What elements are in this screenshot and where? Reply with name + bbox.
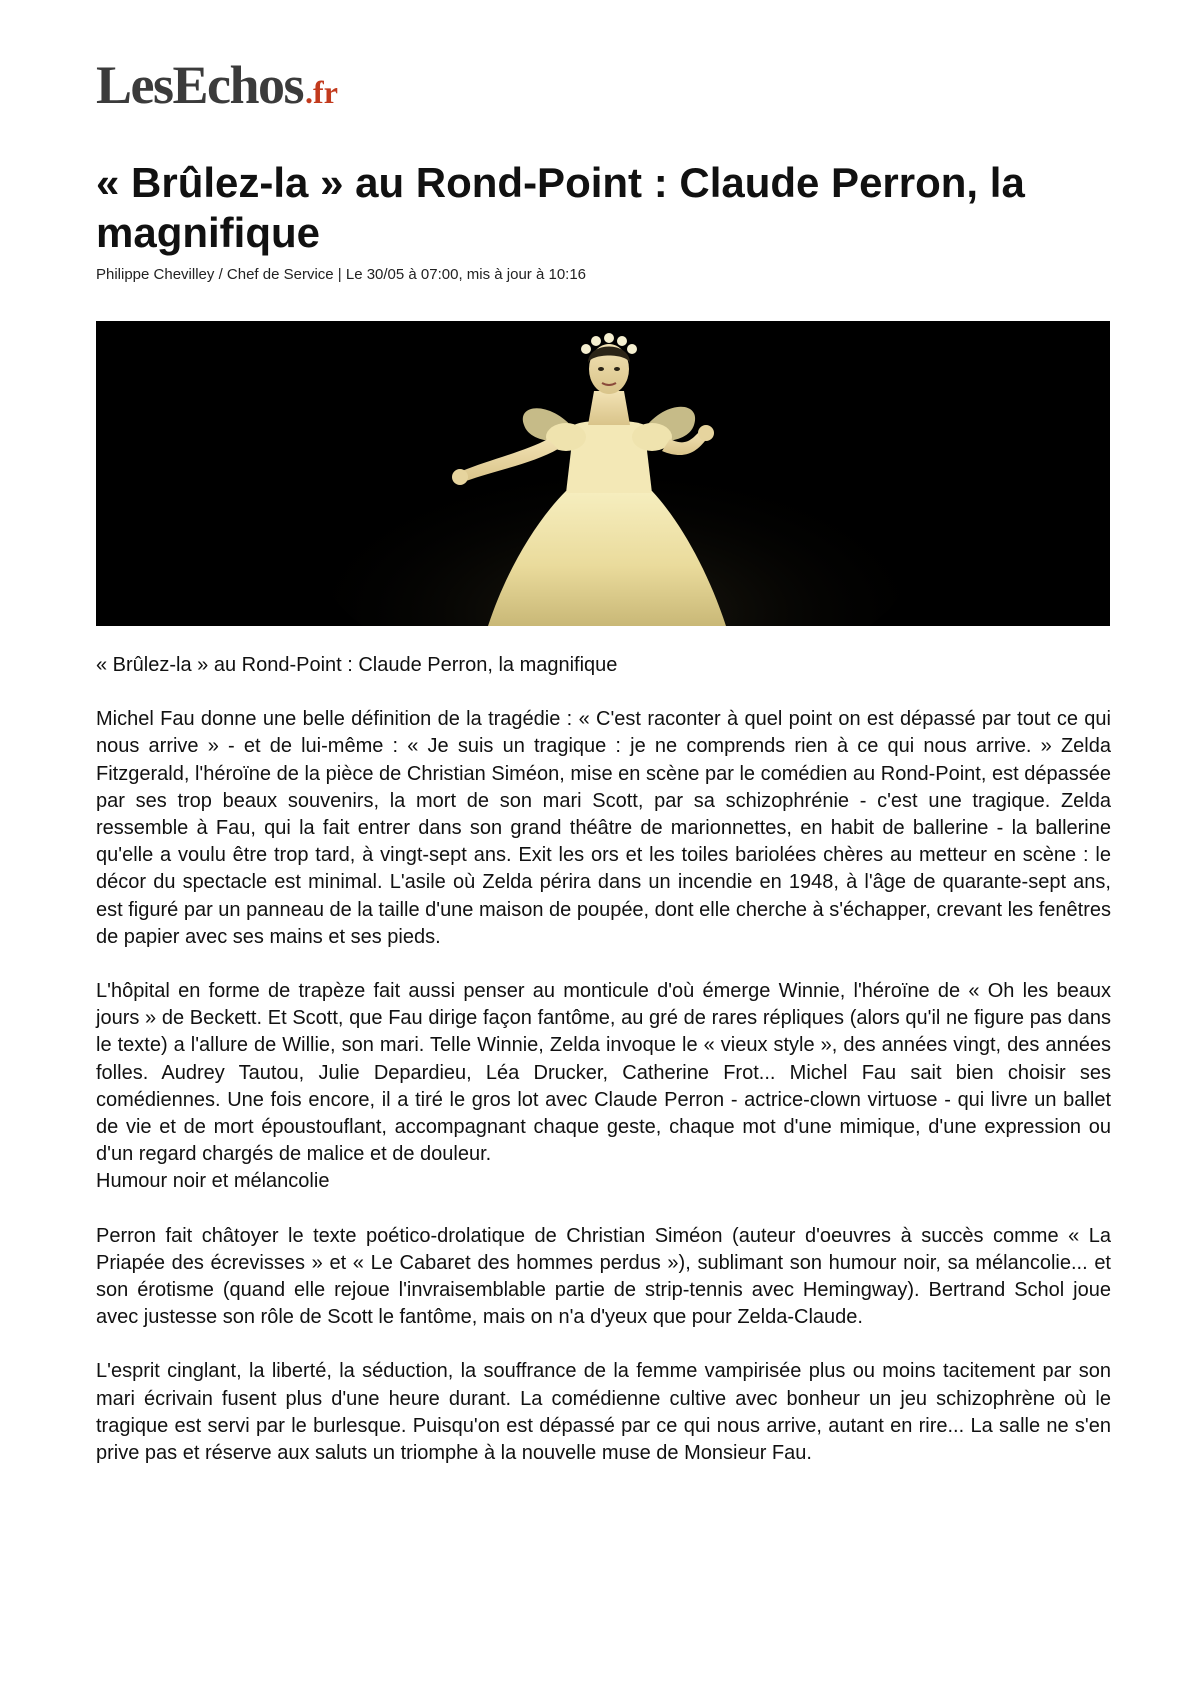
article-paragraph-2: L'hôpital en forme de trapèze fait aussi penser au monticule d'où émerge Winnie, l'héroïne de « Oh les beaux jours » de Beckett. Et Scott, que Fau dirige façon fantôme, au gré de rares répliques (alors qu'il ne figure pas dans le texte) a l'allure de Willie, son mari. Telle Winnie, Zelda invoque le « vieux style », des années vingt, des années folles. Audrey Tautou, Julie Depardieu, Léa Drucker, Catherine Frot... Michel Fau sait bien choisir ses comédiennes. Une fois encore, il a tiré le gros lot avec Claude Perron - actrice-clown virtuose - qui livre un ballet de vie et de mort époustouflant, accompagnant chaque geste, chaque mot d'une mimique, d'une expression ou d'un regard chargés de malice et de douleur. [96,980,1111,1166]
article-paragraph-4: L'esprit cinglant, la liberté, la séduction, la souffrance de la femme vampirisée plus ou moins tacitement par son mari écrivain fusent plus d'une heure durant. La comédienne cultive avec bonheur un jeu schizophrène où le tragique est servi par le burlesque. Puisqu'on est dépassé par ce qui nous arrive, autant en rire... La salle ne s'en prive pas et réserve aux saluts un triomphe à la nouvelle muse de Monsieur Fau. [96,1360,1111,1465]
logo-brand: LesEchos [96,55,304,115]
article-subheading: Humour noir et mélancolie [96,1170,330,1193]
ballerina-illustration [96,321,1110,626]
article-body [96,652,1111,1494]
article-photo [96,321,1110,626]
article-paragraph-3: Perron fait châtoyer le texte poético-drolatique de Christian Siméon (auteur d'oeuvres à succès comme « La Priapée des écrevisses » et « Le Cabaret des hommes perdus »), sublimant son humour noir, sa mélancolie... et son érotisme (quand elle rejoue l'invraisemblable partie de strip-tennis avec Hemingway). Bertrand Schol joue avec justesse son rôle de Scott le fantôme, mais on n'a d'yeux que pour Zelda-Claude. [96,1224,1111,1329]
les-echos-logo[interactable] [96,55,338,115]
article-paragraph-1: Michel Fau donne une belle définition de la tragédie : « C'est raconter à quel point on est dépassé par tout ce qui nous arrive » - et de lui-même : « Je suis un tragique : je ne comprends rien à ce qui nous arrive. » Zelda Fitzgerald, l'héroïne de la pièce de Christian Siméon, mise en scène par le comédien au Rond-Point, est dépassée par ses trop beaux souvenirs, la mort de son mari Scott, par sa schizophrénie - c'est une tragique. Zelda ressemble à Fau, qui la fait entrer dans son grand théâtre de marionnettes, en habit de ballerine - la ballerine qu'elle a voulu être trop tard, à vingt-sept ans. Exit les ors et les toiles bariolées chères au metteur en scène : le décor du spectacle est minimal. L'asile où Zelda périra dans un incendie en 1948, à l'âge de quarante-sept ans, est figuré par un panneau de la taille d'une maison de poupée, dont elle cherche à s'échapper, crevant les fenêtres de papier avec ses mains et ses pieds. [96,708,1111,948]
article-byline: Philippe Chevilley / Chef de Service | Le 30/05 à 07:00, mis à jour à 10:16 [96,266,587,283]
article-title: « Brûlez-la » au Rond-Point : Claude Perron, la magnifique [96,159,1025,256]
photo-caption: « Brûlez-la » au Rond-Point : Claude Perron, la magnifique [96,654,618,676]
logo-tld: .fr [305,74,338,110]
article-paragraph-2-block [96,978,1111,1196]
